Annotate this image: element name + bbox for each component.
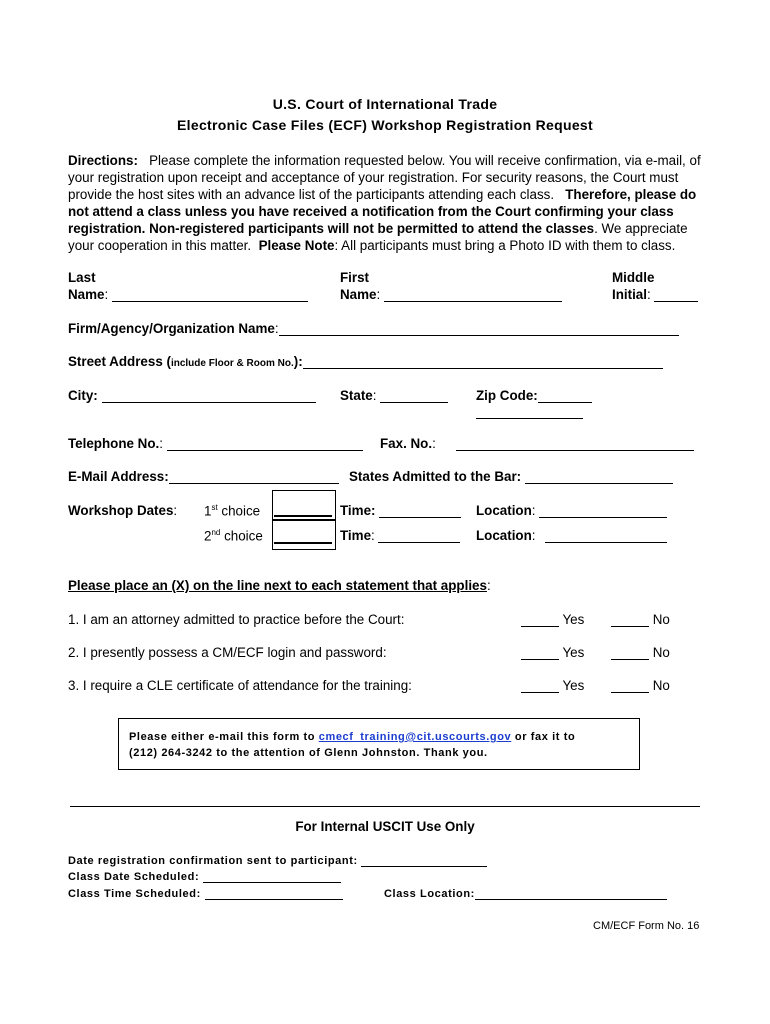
bar-label: States Admitted to the Bar: (349, 469, 673, 484)
telephone-label: Telephone No.: (68, 436, 363, 451)
statement-3-yes-field[interactable] (521, 678, 559, 693)
first-name-field[interactable] (384, 287, 562, 302)
last-name-top: Last (68, 270, 96, 285)
state-field[interactable] (380, 388, 448, 403)
class-date-label: Class Date Scheduled: (68, 871, 341, 883)
form-title: U.S. Court of International Trade (272, 96, 498, 112)
directions-paragraph (68, 152, 708, 254)
middle-initial-field[interactable] (654, 287, 698, 302)
last-name-label: Name: (68, 287, 308, 302)
time2-field[interactable] (378, 528, 460, 543)
firm-label: Firm/Agency/Organization Name: (68, 321, 679, 336)
first-name-top: First (340, 270, 370, 285)
street-field[interactable] (303, 354, 663, 369)
statement-3-yes: Yes (521, 678, 584, 693)
statement-2-no: No (611, 645, 670, 660)
zip-field[interactable] (538, 388, 592, 403)
statement-3: 3. I require a CLE certificate of attendance for the training: (68, 678, 412, 693)
email-link[interactable]: cmecf_training@cit.uscourts.gov (318, 731, 512, 743)
confirmation-date-field[interactable] (361, 855, 487, 867)
directions-text: Please complete the information requested below. You will receive confirmation, via e-mail, of your registration upon receipt and acceptance of your registration. For security reasons, the Court must provide the host sites with an advance list of the participants attending each class. (68, 153, 701, 202)
form-subtitle: Electronic Case Files (ECF) Workshop Registration Request (177, 117, 593, 133)
class-time-label: Class Time Scheduled: (68, 888, 343, 900)
form-number: CM/ECF Form No. 16 (593, 920, 700, 932)
submission-note-box (118, 718, 640, 770)
middle-initial-label: Initial: (612, 287, 698, 302)
class-location-label: Class Location: (384, 888, 667, 900)
street-label: Street Address (include Floor & Room No.): (68, 354, 663, 369)
statement-3-no-field[interactable] (611, 678, 649, 693)
city-field[interactable] (102, 388, 316, 403)
second-choice-date-box[interactable] (272, 520, 336, 550)
statement-1-no-field[interactable] (611, 612, 649, 627)
fax-field[interactable] (456, 436, 694, 451)
location2-field[interactable] (545, 528, 667, 543)
state-label: State: (340, 388, 448, 403)
class-location-field[interactable] (475, 888, 667, 900)
statement-2-yes-field[interactable] (521, 645, 559, 660)
class-date-field[interactable] (203, 871, 341, 883)
statement-2: 2. I presently possess a CM/ECF login and password: (68, 645, 387, 660)
bar-field[interactable] (525, 469, 673, 484)
time1-field[interactable] (379, 503, 461, 518)
firm-field[interactable] (279, 321, 679, 336)
email-field[interactable] (169, 469, 339, 484)
statement-2-no-field[interactable] (611, 645, 649, 660)
time2-label: Time: (340, 528, 460, 543)
location1-label: Location: (476, 503, 667, 518)
middle-initial-top: Middle (612, 270, 655, 285)
directions-note-label: Please Note (258, 238, 335, 253)
time1-label: Time: (340, 503, 461, 518)
internal-heading: For Internal USCIT Use Only (295, 819, 475, 834)
directions-label: Directions: (68, 153, 138, 168)
zip-extension-field[interactable] (476, 404, 583, 419)
statement-1-yes: Yes (521, 612, 584, 627)
second-choice-label: 2nd choice (204, 528, 263, 544)
directions-text-2: . We appreciate your cooperation in this matter. (68, 221, 688, 253)
directions-note-text: : All participants must bring a Photo ID with them to class. (334, 238, 676, 253)
statement-2-yes: Yes (521, 645, 584, 660)
zip-extension-label (476, 404, 583, 419)
statement-1: 1. I am an attorney admitted to practice before the Court: (68, 612, 405, 627)
section-divider (70, 806, 700, 807)
zip-label: Zip Code: (476, 388, 592, 403)
first-choice-underline (274, 515, 332, 517)
fax-label: Fax. No.: (380, 436, 694, 451)
city-label: City: (68, 388, 316, 403)
directions-warning: Therefore, please do not attend a class unless you have received a notification from the Court confirming your class registration. Non-registered participants will not be permitted to attend the classes (68, 187, 697, 236)
statement-1-no: No (611, 612, 670, 627)
first-name-label: Name: (340, 287, 562, 302)
workshop-dates-label: Workshop Dates: (68, 503, 178, 518)
statement-1-yes-field[interactable] (521, 612, 559, 627)
confirmation-date-label: Date registration confirmation sent to participant: (68, 855, 487, 867)
location1-field[interactable] (539, 503, 667, 518)
email-label: E-Mail Address: (68, 469, 339, 484)
first-choice-label: 1st choice (204, 503, 261, 519)
submission-note: Please either e-mail this form to cmecf_training@cit.uscourts.gov or fax it to (212) 264-3242 to the attention of Glenn Johnston. Thank you. (129, 731, 576, 759)
statement-3-no: No (611, 678, 670, 693)
second-choice-underline (274, 542, 332, 544)
location2-label: Location: (476, 528, 667, 543)
statements-heading: Please place an (X) on the line next to each statement that applies: (68, 578, 491, 593)
class-time-field[interactable] (205, 888, 343, 900)
last-name-field[interactable] (112, 287, 308, 302)
telephone-field[interactable] (167, 436, 363, 451)
